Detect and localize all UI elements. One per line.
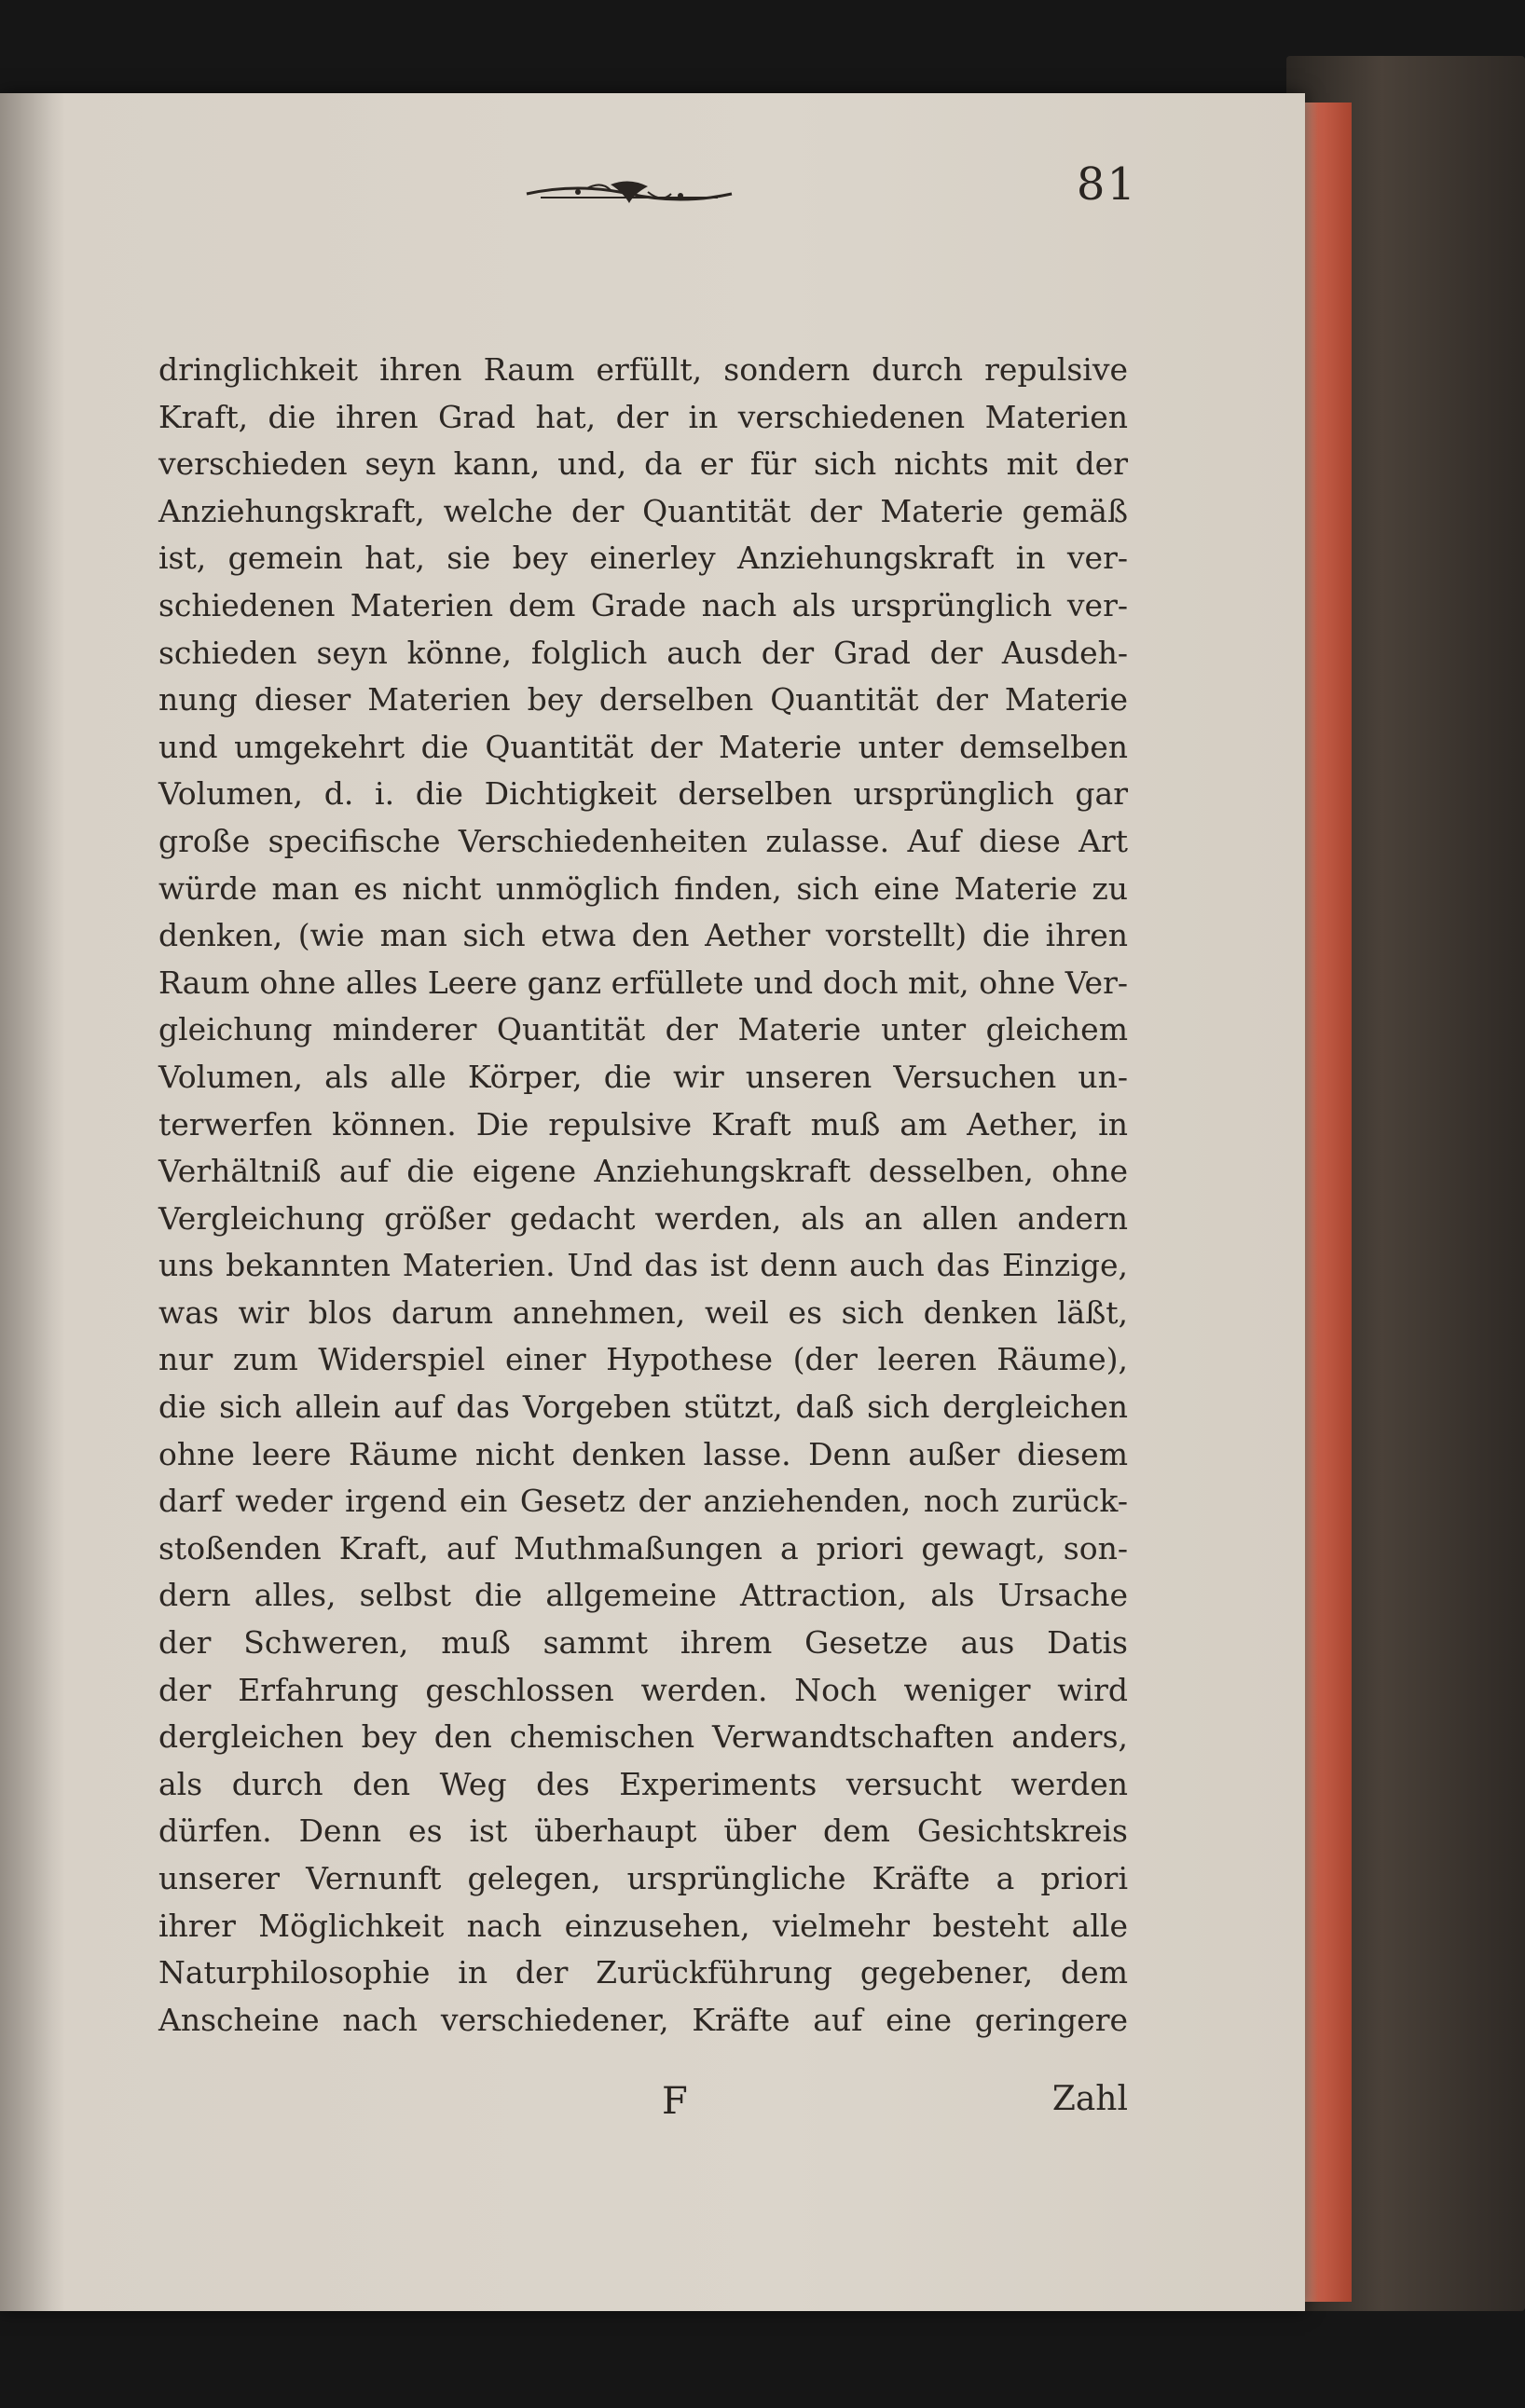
text-line: Naturphilosophie in der Zurückführung gegebener, dem xyxy=(158,1954,1128,1991)
text-line: als durch den Weg des Experiments versucht werden xyxy=(158,1765,1128,1802)
text-line: Anscheine nach verschiedener, Kräfte auf eine geringere xyxy=(158,2001,1128,2038)
text-line: dringlichkeit ihren Raum erfüllt, sondern durch repulsive xyxy=(158,351,1128,388)
text-line: nur zum Widerspiel einer Hypothese (der leeren Räume), xyxy=(158,1341,1128,1378)
text-line: große specifische Verschiedenheiten zulasse. Auf diese Art xyxy=(158,822,1128,859)
text-line: gleichung minderer Quantität der Materie unter gleichem xyxy=(158,1011,1128,1048)
text-line: verschieden seyn kann, und, da er für sich nichts mit der xyxy=(158,445,1128,483)
text-line: ihrer Möglichkeit nach einzusehen, vielmehr besteht alle xyxy=(158,1907,1128,1944)
text-line: Verhältniß auf die eigene Anziehungskraft desselben, ohne xyxy=(158,1153,1128,1190)
text-line: Volumen, als alle Körper, die wir unseren Versuchen un- xyxy=(158,1058,1128,1095)
text-line: ist, gemein hat, sie bey einerley Anziehungskraft in ver- xyxy=(158,540,1128,577)
text-line: würde man es nicht unmöglich finden, sich eine Materie zu xyxy=(158,869,1128,907)
text-line: Raum ohne alles Leere ganz erfüllete und doch mit, ohne Ver- xyxy=(158,964,1128,1001)
text-line: nung dieser Materien bey derselben Quantität der Materie xyxy=(158,681,1128,718)
text-line: uns bekannten Materien. Und das ist denn auch das Einzige, xyxy=(158,1247,1128,1284)
text-line: Volumen, d. i. die Dichtigkeit derselben ursprünglich gar xyxy=(158,775,1128,813)
text-line: schiedenen Materien dem Grade nach als ursprünglich ver- xyxy=(158,586,1128,623)
signature-mark: F xyxy=(662,2080,688,2123)
text-line: Anziehungskraft, welche der Quantität der Materie gemäß xyxy=(158,492,1128,529)
text-line: dergleichen bey den chemischen Verwandtschaften anders, xyxy=(158,1718,1128,1756)
body-text xyxy=(158,347,1128,2044)
text-line: die sich allein auf das Vorgeben stützt, daß sich dergleichen xyxy=(158,1389,1128,1426)
text-line: dürfen. Denn es ist überhaupt über dem Gesichtskreis xyxy=(158,1813,1128,1850)
text-line: der Schweren, muß sammt ihrem Gesetze aus Datis xyxy=(158,1624,1128,1662)
text-line: stoßenden Kraft, auf Muthmaßungen a priori gewagt, son- xyxy=(158,1529,1128,1567)
text-line: Vergleichung größer gedacht werden, als an allen andern xyxy=(158,1199,1128,1237)
text-line: und umgekehrt die Quantität der Materie unter demselben xyxy=(158,728,1128,765)
text-line: der Erfahrung geschlossen werden. Noch weniger wird xyxy=(158,1671,1128,1708)
text-line: was wir blos darum annehmen, weil es sich denken läßt, xyxy=(158,1293,1128,1331)
page-footer xyxy=(158,2080,1128,2136)
text-line: Kraft, die ihren Grad hat, der in verschiedenen Materien xyxy=(158,398,1128,435)
text-line: darf weder irgend ein Gesetz der anziehenden, noch zurück- xyxy=(158,1483,1128,1520)
catchword: Zahl xyxy=(1051,2080,1128,2118)
ornament-icon xyxy=(522,175,736,212)
text-line: schieden seyn könne, folglich auch der Grad der Ausdeh- xyxy=(158,634,1128,671)
text-line: dern alles, selbst die allgemeine Attraction, als Ursache xyxy=(158,1577,1128,1614)
text-line: denken, (wie man sich etwa den Aether vorstellt) die ihren xyxy=(158,917,1128,954)
text-line: unserer Vernunft gelegen, ursprüngliche Kräfte a priori xyxy=(158,1860,1128,1896)
spine-shadow xyxy=(0,93,65,2311)
text-line: ohne leere Räume nicht denken lasse. Denn außer diesem xyxy=(158,1435,1128,1472)
page-header xyxy=(522,158,1137,233)
text-line: terwerfen können. Die repulsive Kraft muß am Aether, in xyxy=(158,1105,1128,1142)
page-number: 81 xyxy=(1076,158,1137,211)
